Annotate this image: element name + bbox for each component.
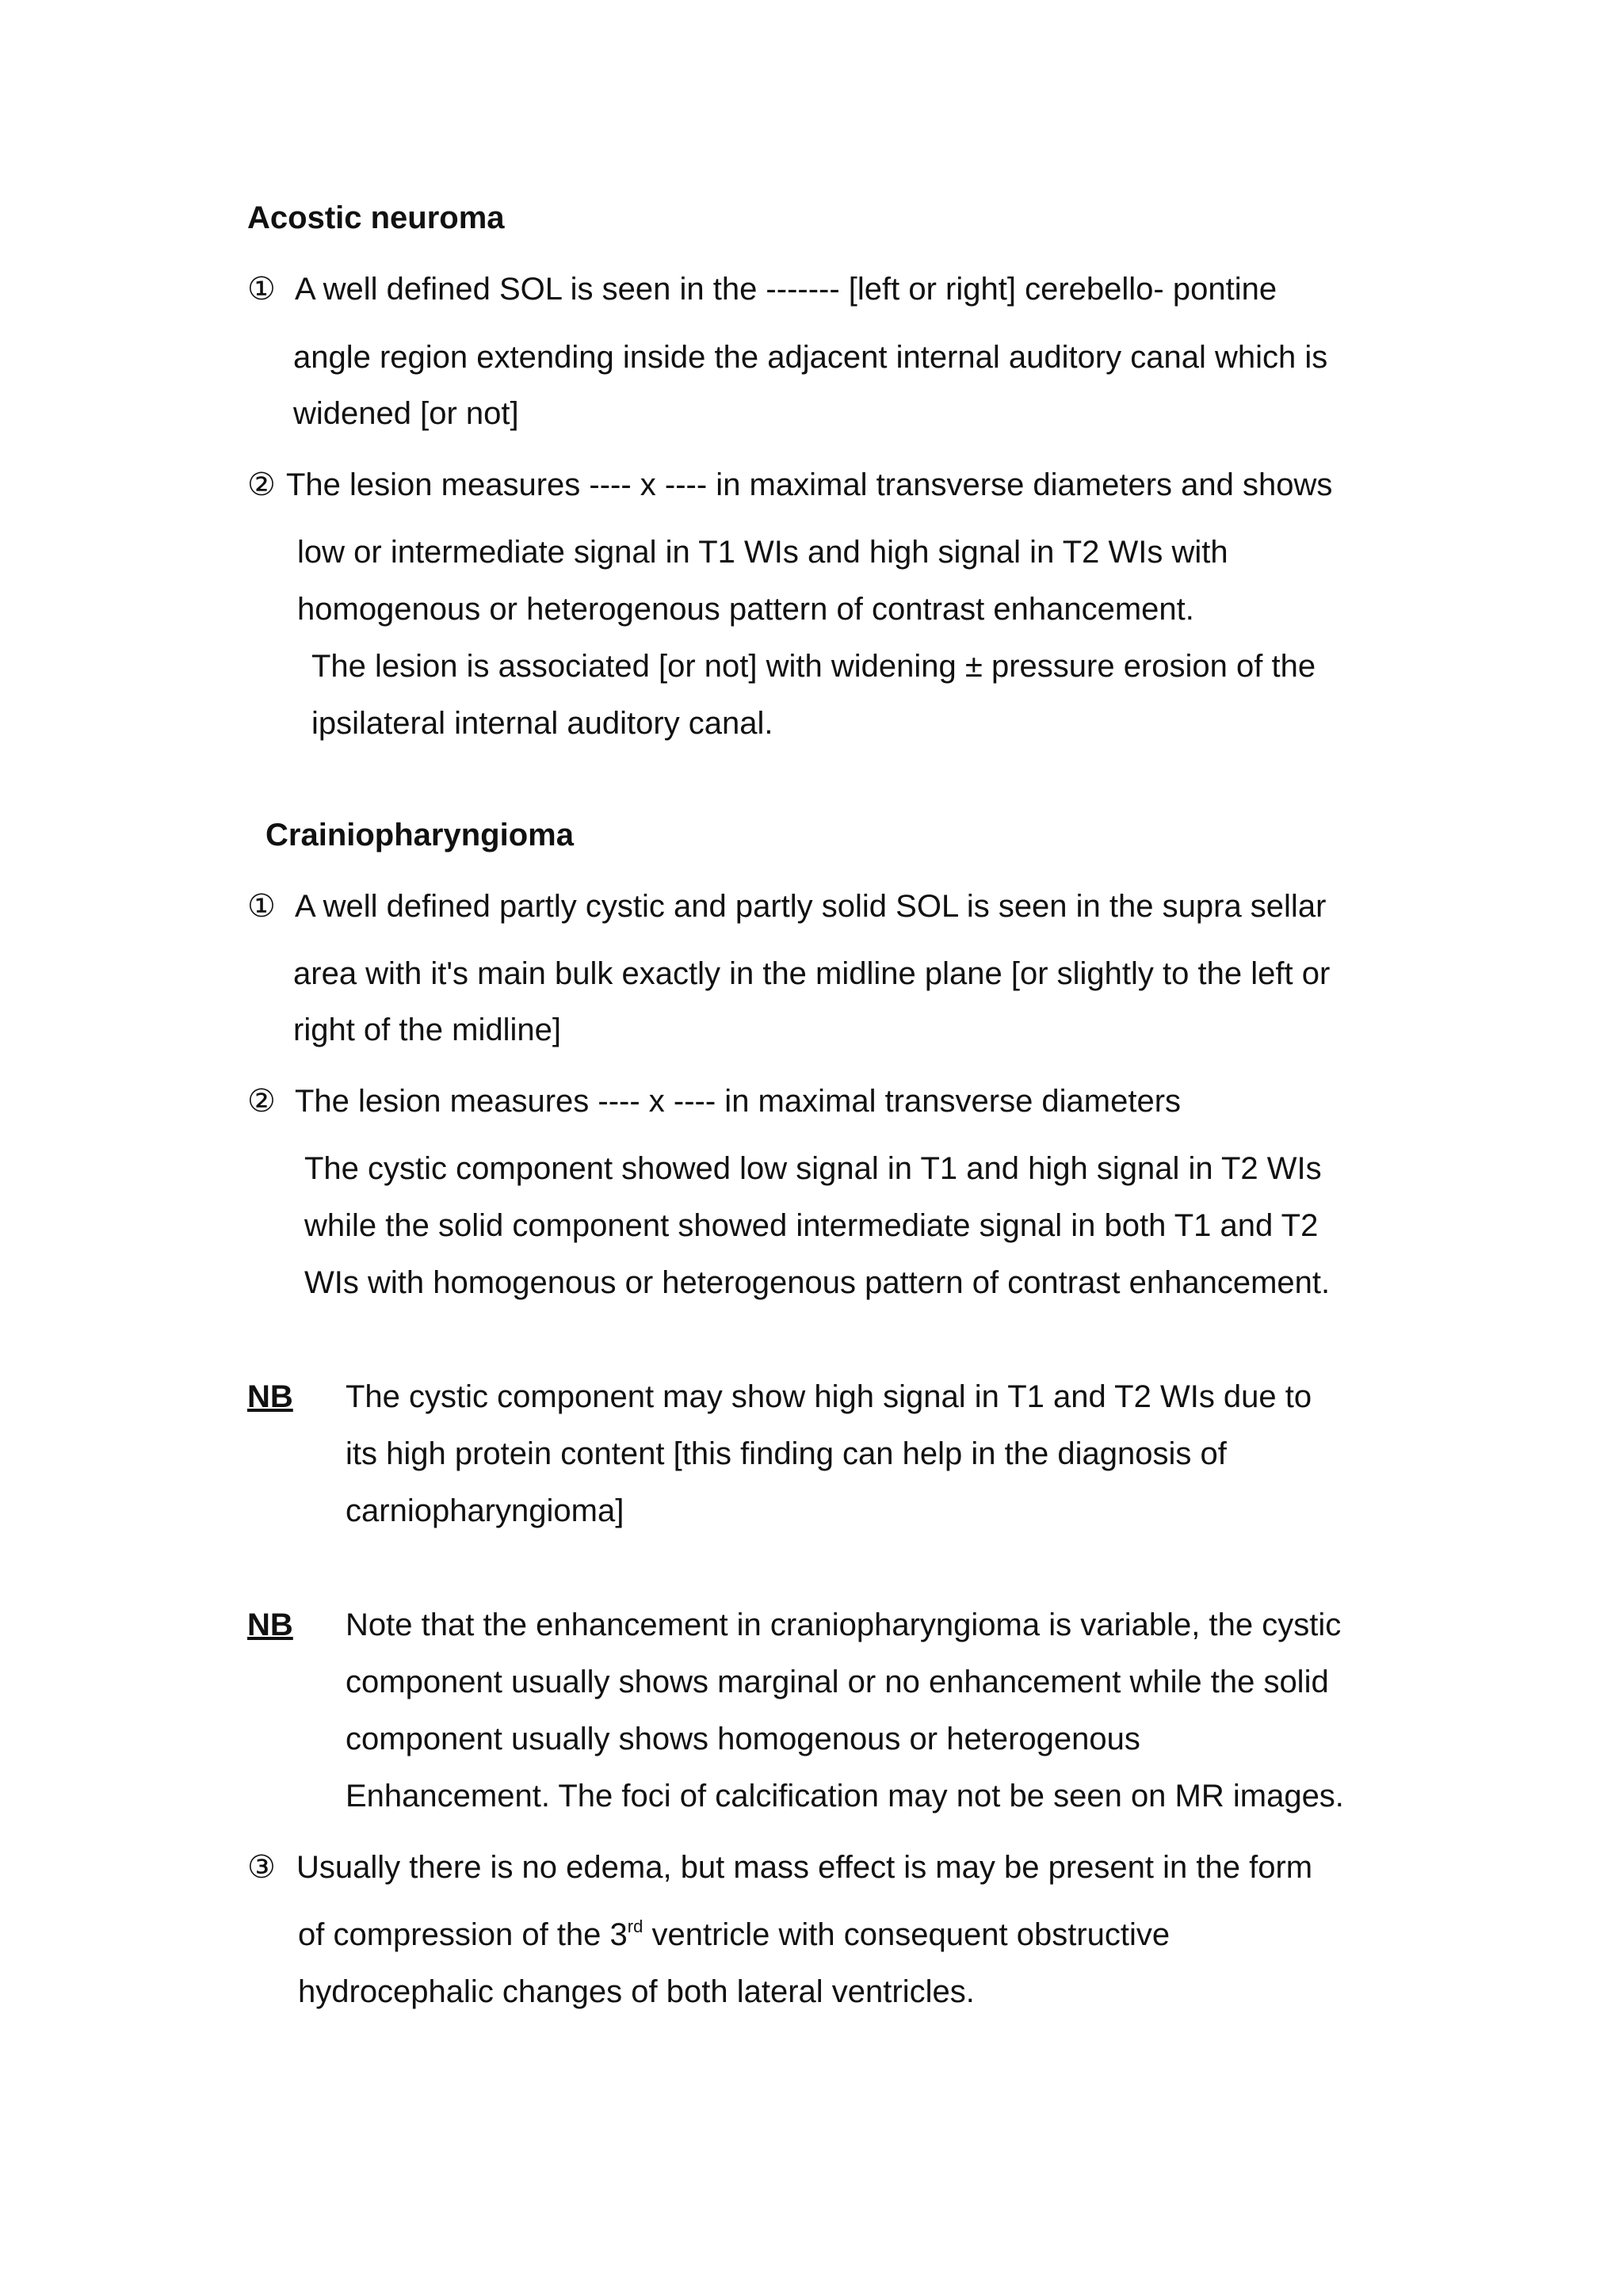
nb-note-line: Enhancement. The foci of calcification may not be seen on MR images. xyxy=(346,1779,1344,1814)
cranio-item1-line: right of the midline] xyxy=(293,1013,561,1047)
acoustic-item1-line: widened [or not] xyxy=(293,396,519,431)
cranio-item2-line: WIs with homogenous or heterogenous pattern of contrast enhancement. xyxy=(304,1265,1331,1300)
acoustic-item2-line: ipsilateral internal auditory canal. xyxy=(311,706,773,741)
acoustic-item2-line: The lesion measures ---- x ---- in maximal transverse diameters and shows xyxy=(286,467,1333,502)
cranio-item3-line: hydrocephalic changes of both lateral ventricles. xyxy=(298,1974,975,2009)
cranio-item1-line: area with it's main bulk exactly in the midline plane [or slightly to the left or xyxy=(293,956,1331,991)
acoustic-item2-line: The lesion is associated [or not] with widening ± pressure erosion of the xyxy=(311,649,1316,684)
acoustic-heading: Acostic neuroma xyxy=(247,200,505,235)
acoustic-item2-line: low or intermediate signal in T1 WIs and high signal in T2 WIs with xyxy=(297,535,1228,570)
acoustic-item1-marker: ① xyxy=(247,272,276,307)
nb-label: NB xyxy=(247,1379,293,1414)
cranio-item3-line: Usually there is no edema, but mass effect is may be present in the form xyxy=(296,1850,1313,1885)
nb-note-line: component usually shows marginal or no enhancement while the solid xyxy=(346,1665,1329,1699)
cranio-item1-line: A well defined partly cystic and partly solid SOL is seen in the supra sellar xyxy=(295,889,1327,924)
cranio-item3-line xyxy=(298,1916,1170,1954)
nb-note-line: Note that the enhancement in craniopharyngioma is variable, the cystic xyxy=(346,1608,1342,1642)
acoustic-item1-line: A well defined SOL is seen in the ------- [left or right] cerebello- pontine xyxy=(295,272,1277,307)
cranio-item3-line-text: ventricle with consequent obstructive xyxy=(643,1917,1170,1952)
cranio-item2-marker: ② xyxy=(247,1084,276,1119)
cranio-item3-line-text: of compression of the 3 xyxy=(298,1917,628,1952)
acoustic-item2-marker: ② xyxy=(247,467,276,502)
cranio-heading: Crainiopharyngioma xyxy=(265,818,574,852)
nb-note-line: The cystic component may show high signal in T1 and T2 WIs due to xyxy=(346,1379,1312,1414)
nb-note-line: component usually shows homogenous or heterogenous xyxy=(346,1722,1140,1756)
cranio-item1-marker: ① xyxy=(247,889,276,924)
cranio-item3-marker: ③ xyxy=(247,1850,276,1885)
cranio-item2-line: The cystic component showed low signal in T1 and high signal in T2 WIs xyxy=(304,1151,1322,1186)
cranio-item2-line: while the solid component showed intermediate signal in both T1 and T2 xyxy=(304,1208,1319,1243)
ordinal-suffix: rd xyxy=(627,1917,643,1936)
acoustic-item2-line: homogenous or heterogenous pattern of contrast enhancement. xyxy=(297,592,1194,627)
acoustic-item1-line: angle region extending inside the adjacent internal auditory canal which is xyxy=(293,340,1328,375)
nb-note-line: carniopharyngioma] xyxy=(346,1493,624,1528)
nb-label: NB xyxy=(247,1608,293,1642)
cranio-item2-line: The lesion measures ---- x ---- in maximal transverse diameters xyxy=(295,1084,1182,1119)
nb-note-line: its high protein content [this finding can help in the diagnosis of xyxy=(346,1436,1227,1471)
